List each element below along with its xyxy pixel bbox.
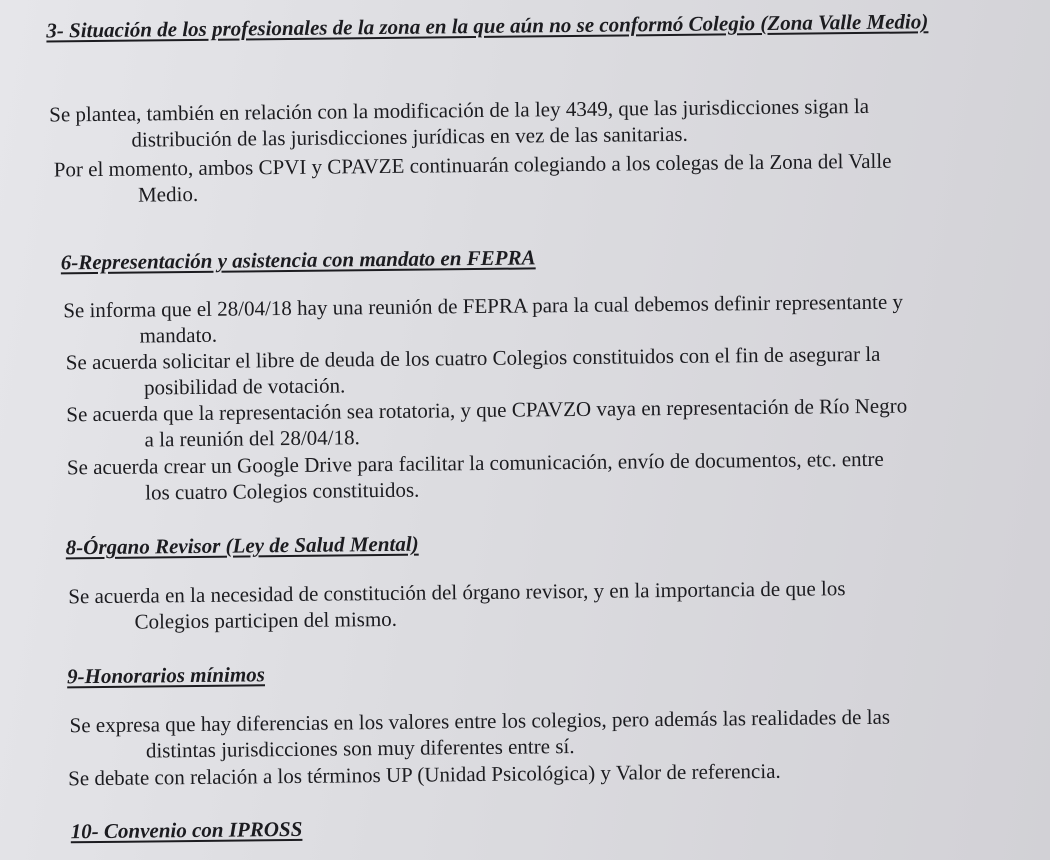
paragraph-continuation: distribución de las jurisdicciones jurídicas en vez de las sanitarias. (131, 121, 688, 152)
paragraph-continuation: los cuatro Colegios constituidos. (145, 477, 420, 505)
section-6-paragraph-2 (66, 340, 988, 402)
paragraph-continuation: mandato. (139, 322, 218, 348)
paragraph-continuation: distintas jurisdicciones son muy diferentes entre sí. (145, 734, 575, 763)
paragraph-first-line: Se expresa que hay diferencias en los valores entre los colegios, pero además las realidades de las (69, 704, 891, 738)
paragraph-continuation: posibilidad de votación. (143, 373, 346, 400)
section-8-title: 8-Órgano Revisor (Ley de Salud Mental) (65, 531, 419, 560)
section-6-paragraph-4 (67, 445, 989, 507)
paragraph-first-line: Se plantea, también en relación con la modificación de la ley 4349, que las jurisdicciones sigan la (49, 93, 870, 127)
paragraph-first-line: Se acuerda que la representación sea rotatoria, y que CPAVZO vaya en representación de Río Negro (66, 393, 908, 427)
section-3-title: 3- Situación de los profesionales de la zona en la que aún no se conformó Colegio (Zona Valle Medio) (46, 9, 929, 43)
section-6-title: 6-Representación y asistencia con mandato en FEPRA (60, 245, 536, 275)
section-8-paragraph-1 (68, 574, 988, 636)
paragraph-first-line: Se debate con relación a los términos UP (Unidad Psicológica) y Valor de referencia. (68, 758, 781, 791)
paragraph-first-line: Se acuerda crear un Google Drive para facilitar la comunicación, envío de documentos, etc. entre (66, 446, 884, 480)
paragraph-continuation: Medio. (137, 181, 199, 207)
paragraph-first-line: Se informa que el 28/04/18 hay una reunión de FEPRA para la cual debemos definir representante y (63, 289, 904, 323)
paragraph-first-line: Se acuerda en la necesidad de constitución del órgano revisor, y en la importancia de que los (68, 576, 846, 609)
paragraph-first-line: Por el momento, ambos CPVI y CPAVZE continuarán colegiando a los colegas de la Zona del Valle (53, 148, 892, 182)
paragraph-first-line: Se acuerda solicitar el libre de deuda de los cuatro Colegios constituidos con el fin de asegurar la (65, 341, 881, 375)
paragraph-continuation: Colegios participen del mismo. (134, 606, 398, 634)
section-3-paragraph-2 (54, 147, 990, 209)
paragraph-continuation: a la reunión del 28/04/18. (144, 425, 360, 452)
section-9-paragraph-1 (69, 703, 989, 765)
section-10-title: 10- Convenio con IPROSS (70, 816, 303, 844)
section-9-title: 9-Honorarios mínimos (66, 662, 266, 689)
section-3-paragraph-1 (49, 92, 989, 154)
section-6-paragraph-3 (66, 392, 988, 454)
section-6-paragraph-1 (63, 288, 987, 350)
